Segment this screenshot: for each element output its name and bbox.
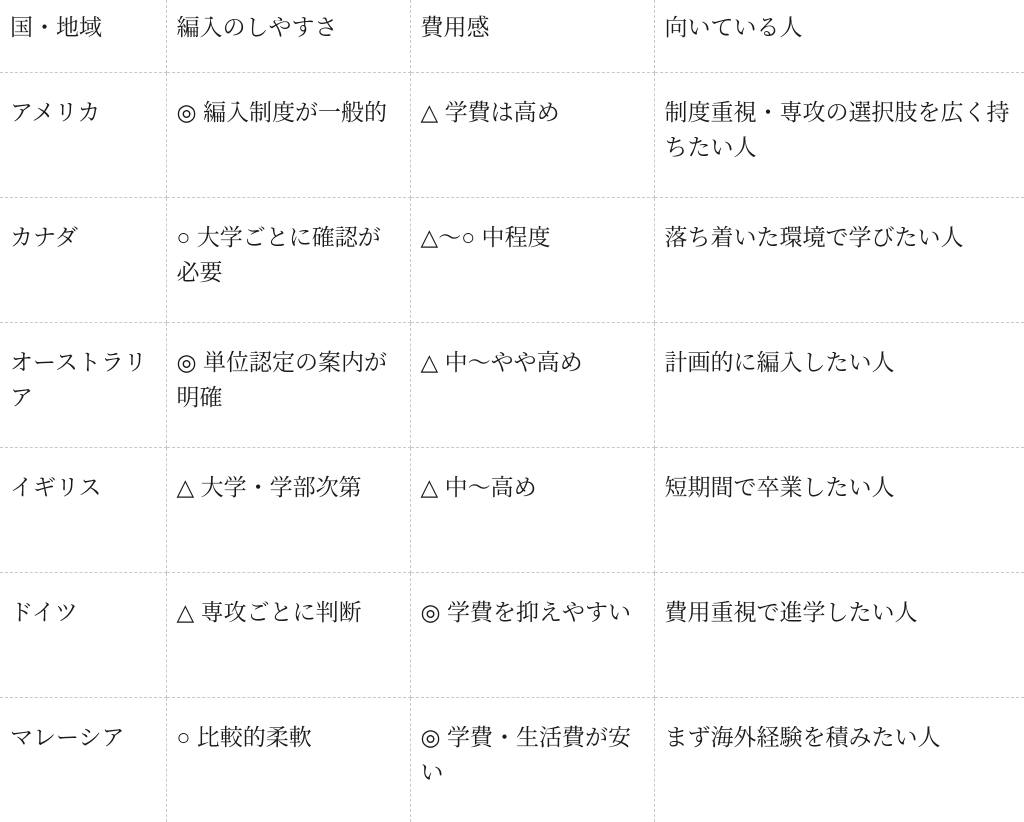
cell-fit: 計画的に編入したい人 [654, 322, 1024, 447]
cell-cost: △ 学費は高め [410, 72, 654, 197]
table-row [0, 447, 1024, 572]
cell-country: ドイツ [0, 572, 166, 697]
cell-fit: 制度重視・専攻の選択肢を広く持ちたい人 [654, 72, 1024, 197]
column-header-cost: 費用感 [410, 0, 654, 72]
cell-country: オーストラリア [0, 322, 166, 447]
cell-country: イギリス [0, 447, 166, 572]
column-header-fit: 向いている人 [654, 0, 1024, 72]
cell-fit: 落ち着いた環境で学びたい人 [654, 197, 1024, 322]
cell-cost: △ 中〜やや高め [410, 322, 654, 447]
column-header-ease: 編入のしやすさ [166, 0, 410, 72]
table-row [0, 72, 1024, 197]
table-body [0, 72, 1024, 822]
cell-country: カナダ [0, 197, 166, 322]
cell-ease: ◎ 単位認定の案内が明確 [166, 322, 410, 447]
cell-cost: ◎ 学費・生活費が安い [410, 697, 654, 822]
cell-fit: まず海外経験を積みたい人 [664, 723, 941, 750]
column-header-country: 国・地域 [0, 0, 166, 72]
table-row [0, 197, 1024, 322]
table-header-row [0, 0, 1024, 72]
cell-fit: 費用重視で進学したい人 [654, 572, 1024, 697]
table-row [0, 697, 1024, 822]
cell-ease: ◎ 編入制度が一般的 [166, 72, 410, 197]
cell-ease: ○ 比較的柔軟 [166, 697, 410, 822]
cell-ease: △ 大学・学部次第 [166, 447, 410, 572]
cell-cost: △ 中〜高め [410, 447, 654, 572]
table-header [0, 0, 1024, 72]
cell-cost: △〜○ 中程度 [410, 197, 654, 322]
cell-ease: △ 専攻ごとに判断 [166, 572, 410, 697]
cell-country: アメリカ [0, 72, 166, 197]
table-row [0, 572, 1024, 697]
cell-cost: ◎ 学費を抑えやすい [410, 572, 654, 697]
cell-country: マレーシア [0, 697, 166, 822]
cell-ease: ○ 大学ごとに確認が必要 [166, 197, 410, 322]
cell-fit: 短期間で卒業したい人 [654, 447, 1024, 572]
table-row [0, 322, 1024, 447]
